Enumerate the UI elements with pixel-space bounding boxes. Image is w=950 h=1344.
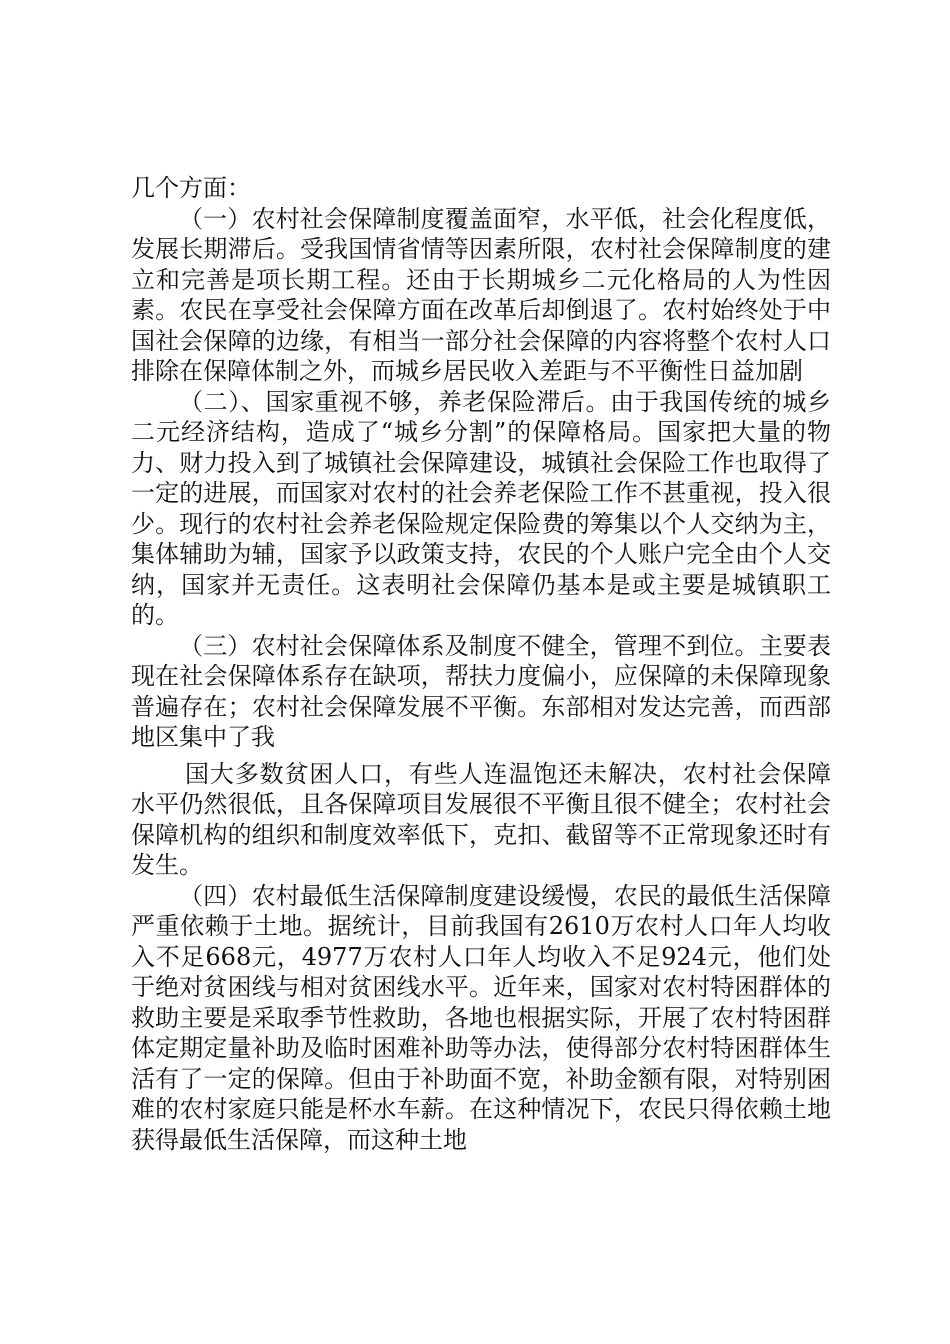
paragraph-intro: 几个方面：: [131, 174, 251, 202]
paragraph-section-3-continued: 国大多数贫困人口，有些人连温饱还未解决，农村社会保障水平仍然很低，且各保障项目发展很不平衡且很不健全；农村社会保障机构的组织和制度效率低下，克扣、截留等不正常现象还时有发生。: [131, 759, 831, 879]
paragraph-section-2: （二）、国家重视不够，养老保险滞后。由于我国传统的城乡二元经济结构，造成了“城乡分割”的保障格局。国家把大量的物力、财力投入到了城镇社会保障建设，城镇社会保险工作也取得了一定的进展，而国家对农村的社会养老保险工作不甚重视，投入很少。现行的农村社会养老保险规定保险费的筹集以个人交纳为主，集体辅助为辅，国家予以政策支持，农民的个人账户完全由个人交纳，国家并无责任。这表明社会保障仍基本是或主要是城镇职工的。: [131, 387, 831, 629]
paragraph-section-4: （四）农村最低生活保障制度建设缓慢，农民的最低生活保障严重依赖于土地。据统计，目前我国有2610万农村人口年人均收入不足668元，4977万农村人口年人均收入不足924元，他们处于绝对贫困线与相对贫困线水平。近年来，国家对农村特困群体的救助主要是采取季节性救助，各地也根据实际，开展了农村特困群体定期定量补助及临时困难补助等办法，使得部分农村特困群体生活有了一定的保障。但由于补助面不宽，补助金额有限，对特别困难的农村家庭只能是杯水车薪。在这种情况下，农民只得依赖土地获得最低生活保障，而这种土地: [131, 881, 831, 1154]
paragraph-section-3: （三）农村社会保障体系及制度不健全，管理不到位。主要表现在社会保障体系存在缺项，帮扶力度偏小，应保障的未保障现象普遍存在；农村社会保障发展不平衡。东部相对发达完善，而西部地区集中了我: [131, 631, 831, 751]
document-body: [131, 173, 831, 1155]
paragraph-section-1: （一）农村社会保障制度覆盖面窄，水平低，社会化程度低，发展长期滞后。受我国情省情等因素所限，农村社会保障制度的建立和完善是项长期工程。还由于长期城乡二元化格局的人为性因素。农民在享受社会保障方面在改革后却倒退了。农村始终处于中国社会保障的边缘，有相当一部分社会保障的内容将整个农村人口排除在保障体制之外，而城乡居民收入差距与不平衡性日益加剧: [131, 204, 831, 385]
